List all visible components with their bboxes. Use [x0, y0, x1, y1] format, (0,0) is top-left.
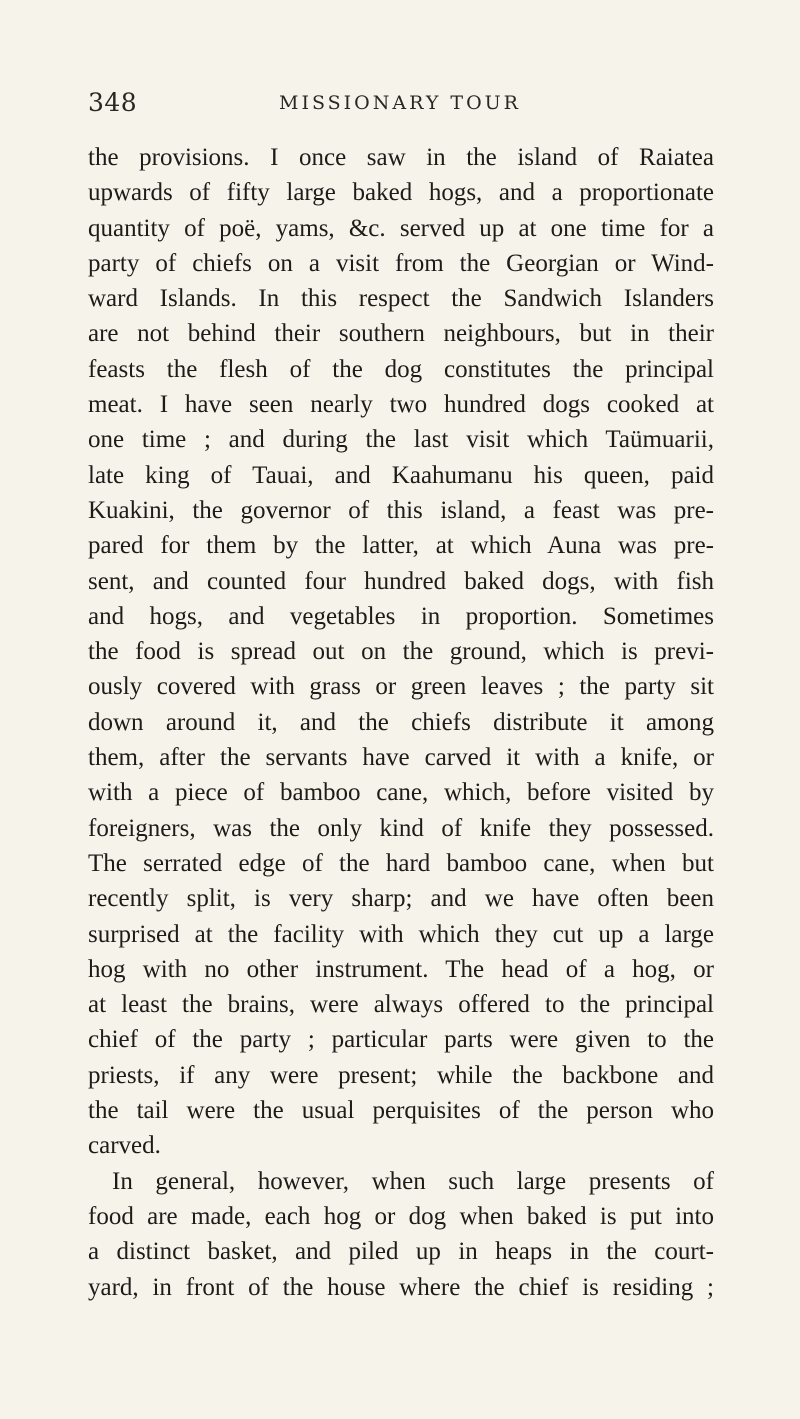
text-line: yard, in front of the house where the chief is residing ; [88, 1273, 714, 1301]
text-line: foreigners, was the only kind of knife they possessed. [88, 814, 714, 842]
text-line: In general, however, when such large presents of [112, 1167, 714, 1195]
text-line: recently split, is very sharp; and we have often been [88, 885, 714, 913]
text-line: quantity of poë, yams, &c. served up at one time for a [88, 214, 714, 242]
text-line: ward Islands. In this respect the Sandwich Islanders [88, 285, 714, 313]
text-line: with a piece of bamboo cane, which, before visited by [88, 779, 714, 807]
text-line: a distinct basket, and piled up in heaps in the court- [88, 1238, 714, 1266]
text-line: meat. I have seen nearly two hundred dogs cooked at [88, 391, 714, 419]
text-line: down around it, and the chiefs distribute it among [88, 708, 714, 736]
text-line: food are made, each hog or dog when baked is put into [88, 1202, 714, 1230]
text-line: carved. [88, 1132, 161, 1160]
text-line: are not behind their southern neighbours, but in their [88, 320, 714, 348]
text-line: the tail were the usual perquisites of the person who [88, 1097, 714, 1125]
page-number: 348 [88, 88, 138, 117]
text-line: pared for them by the latter, at which Auna was pre- [88, 532, 714, 560]
text-line: priests, if any were present; while the backbone and [88, 1061, 714, 1089]
text-line: the provisions. I once saw in the island of Raiatea [88, 144, 714, 171]
running-title: MISSIONARY TOUR [279, 92, 521, 114]
text-line: surprised at the facility with which they cut up a large [88, 920, 714, 948]
text-line: party of chiefs on a visit from the Georgian or Wind- [88, 249, 714, 277]
text-line: upwards of fifty large baked hogs, and a proportionate [88, 179, 714, 207]
text-line: at least the brains, were always offered to the principal [88, 991, 714, 1019]
text-line: and hogs, and vegetables in proportion. Sometimes [88, 602, 714, 630]
text-line: them, after the servants have carved it with a knife, or [88, 744, 714, 772]
text-line: late king of Tauai, and Kaahumanu his queen, paid [88, 461, 714, 489]
text-line: Kuakini, the governor of this island, a feast was pre- [88, 496, 714, 524]
text-line: The serrated edge of the hard bamboo cane, when but [88, 849, 714, 877]
text-line: sent, and counted four hundred baked dogs, with fish [88, 567, 714, 595]
body-text [88, 140, 714, 1305]
text-line: feasts the flesh of the dog constitutes the principal [88, 355, 714, 383]
text-line: one time ; and during the last visit which Taümuarii, [88, 426, 714, 454]
text-line: ously covered with grass or green leaves ; the party sit [88, 673, 714, 701]
text-line: the food is spread out on the ground, which is previ- [88, 638, 714, 666]
text-line: hog with no other instrument. The head of a hog, or [88, 955, 714, 983]
text-line: chief of the party ; particular parts were given to the [88, 1026, 714, 1054]
running-head [88, 88, 712, 124]
